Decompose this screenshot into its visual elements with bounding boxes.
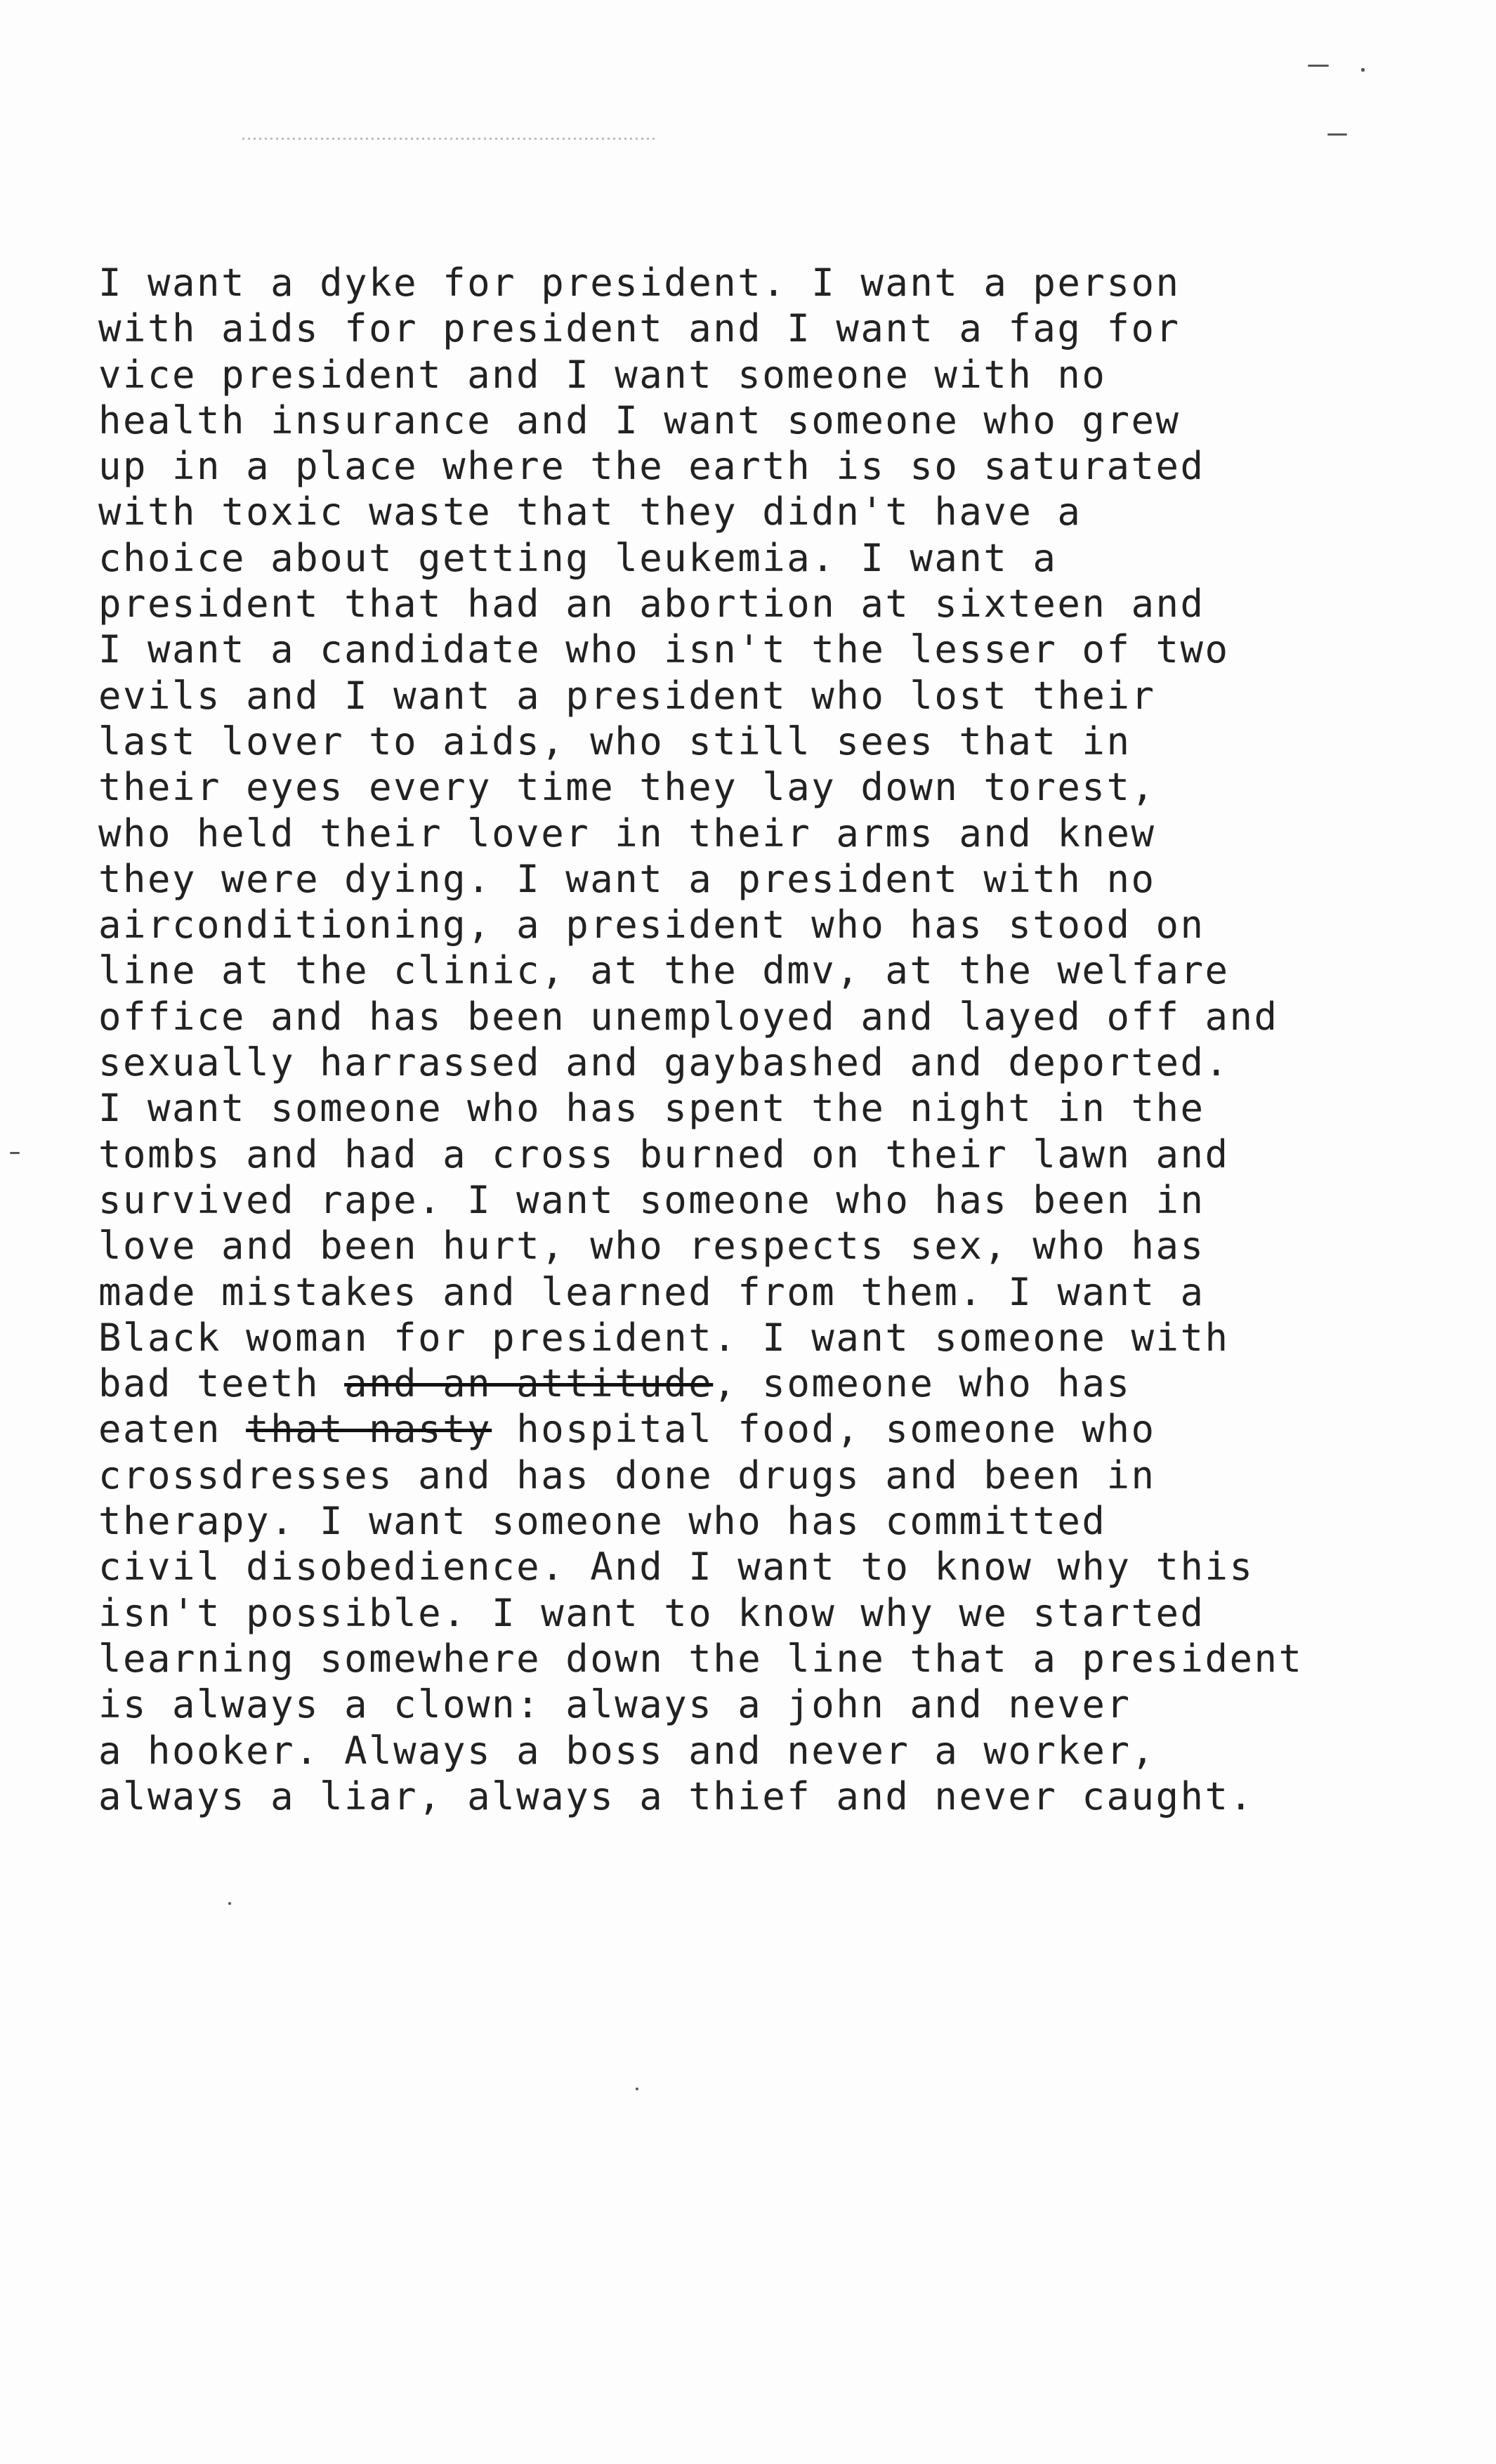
- ink-speck: [636, 2088, 638, 2090]
- line-text: eaten: [98, 1407, 247, 1452]
- text-line: [98, 535, 1468, 581]
- line-text: last lover to aids, who still sees that in: [98, 719, 1131, 764]
- line-text: I want someone who has spent the night in the: [98, 1086, 1205, 1131]
- text-line: [98, 398, 1468, 443]
- line-text: with aids for president and I want a fag for: [98, 306, 1181, 351]
- text-line: [98, 856, 1468, 902]
- text-line: [98, 1453, 1468, 1498]
- line-text: crossdresses and has done drugs and been in: [98, 1453, 1156, 1498]
- line-text: I want a candidate who isn't the lesser of two: [98, 627, 1230, 672]
- text-line: [98, 581, 1468, 627]
- text-line: [98, 1774, 1468, 1819]
- ink-speck: [1361, 68, 1365, 72]
- text-line: [98, 352, 1468, 398]
- line-text: made mistakes and learned from them. I want a: [98, 1269, 1205, 1314]
- line-text: airconditioning, a president who has stood on: [98, 903, 1205, 948]
- line-text: line at the clinic, at the dmv, at the welfare: [98, 948, 1230, 993]
- text-line: [98, 1269, 1468, 1315]
- line-text: office and has been unemployed and layed off and: [98, 994, 1279, 1039]
- line-text: president that had an abortion at sixteen and: [98, 582, 1205, 627]
- struck-text: and an attitude: [344, 1361, 714, 1406]
- text-line: [98, 764, 1468, 810]
- ink-speck: [10, 1152, 20, 1154]
- text-line: [98, 443, 1468, 489]
- line-text: learning somewhere down the line that a president: [98, 1636, 1304, 1681]
- line-text: their eyes every time they lay down torest,: [98, 765, 1156, 810]
- line-text: a hooker. Always a boss and never a worker,: [98, 1728, 1156, 1773]
- text-line: [98, 1223, 1468, 1269]
- scan-artifact: [242, 138, 657, 140]
- line-text: vice president and I want someone with no: [98, 352, 1107, 397]
- line-text: is always a clown: always a john and never: [98, 1682, 1131, 1727]
- text-line: [98, 673, 1468, 719]
- text-line: [98, 260, 1468, 306]
- line-text: survived rape. I want someone who has been in: [98, 1177, 1205, 1222]
- text-line: [98, 811, 1468, 856]
- line-text: always a liar, always a thief and never caught.: [98, 1774, 1254, 1818]
- text-line: [98, 1728, 1468, 1774]
- ink-speck: [228, 1902, 231, 1905]
- ink-speck: [1308, 65, 1329, 67]
- line-text: who held their lover in their arms and knew: [98, 811, 1156, 856]
- line-text: love and been hurt, who respects sex, who has: [98, 1224, 1205, 1269]
- text-line: [98, 489, 1468, 535]
- text-line: [98, 719, 1468, 764]
- text-line: [98, 1590, 1468, 1636]
- line-text: therapy. I want someone who has committed: [98, 1499, 1107, 1544]
- line-text: evils and I want a president who lost their: [98, 673, 1156, 718]
- struck-text: that nasty: [246, 1407, 492, 1452]
- line-text: up in a place where the earth is so saturated: [98, 444, 1205, 489]
- text-line: [98, 948, 1468, 993]
- line-text: I want a dyke for president. I want a person: [98, 261, 1181, 305]
- line-text: bad teeth: [98, 1361, 345, 1406]
- text-line: [98, 1315, 1468, 1361]
- text-line: [98, 1636, 1468, 1682]
- text-line: [98, 306, 1468, 351]
- line-text: health insurance and I want someone who grew: [98, 398, 1181, 443]
- text-line: [98, 902, 1468, 948]
- line-text: tombs and had a cross burned on their lawn and: [98, 1132, 1230, 1177]
- text-line: [98, 1406, 1468, 1452]
- text-line: [98, 1177, 1468, 1223]
- line-text: isn't possible. I want to know why we started: [98, 1590, 1205, 1635]
- line-text: they were dying. I want a president with no: [98, 856, 1156, 901]
- typed-text-block: [98, 260, 1468, 1819]
- text-line: [98, 1085, 1468, 1131]
- text-line: [98, 1361, 1468, 1406]
- line-text: civil disobedience. And I want to know why this: [98, 1545, 1254, 1590]
- ink-speck: [1327, 133, 1347, 136]
- line-text: sexually harrassed and gaybashed and deported.: [98, 1040, 1230, 1085]
- text-line: [98, 1040, 1468, 1085]
- line-text: Black woman for president. I want someone with: [98, 1315, 1230, 1360]
- line-text: choice about getting leukemia. I want a: [98, 535, 1058, 580]
- text-line: [98, 1132, 1468, 1177]
- text-line: [98, 1544, 1468, 1590]
- text-line: [98, 1682, 1468, 1727]
- text-line: [98, 627, 1468, 672]
- line-text: , someone who has: [713, 1361, 1131, 1406]
- text-line: [98, 1498, 1468, 1544]
- line-text: hospital food, someone who: [492, 1407, 1156, 1452]
- line-text: with toxic waste that they didn't have a: [98, 490, 1082, 535]
- text-line: [98, 994, 1468, 1040]
